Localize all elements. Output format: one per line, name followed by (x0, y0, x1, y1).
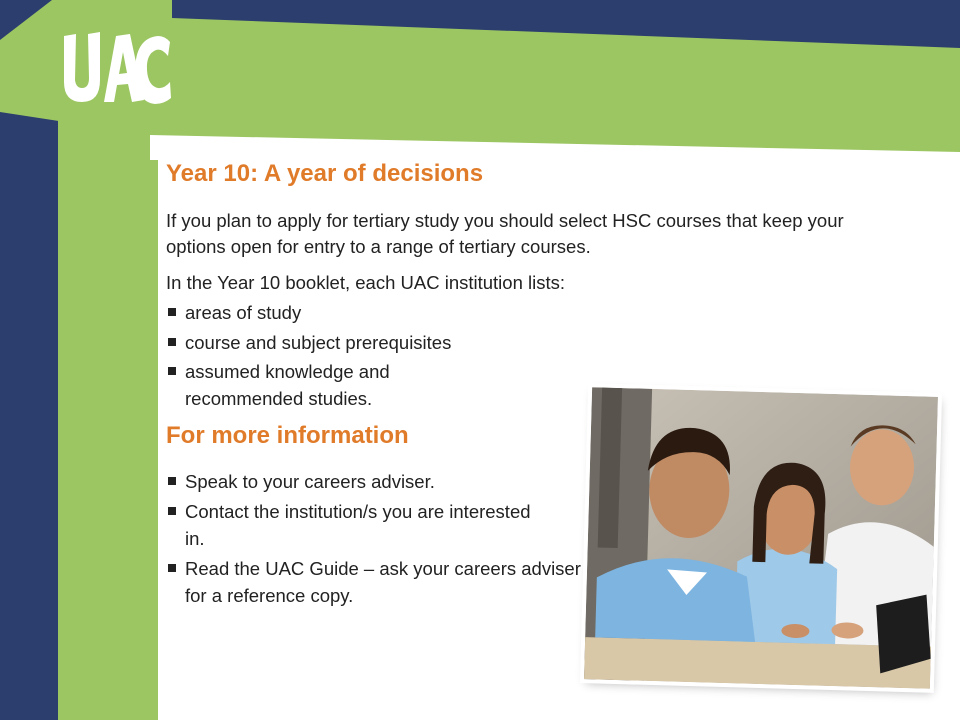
list-item (166, 330, 906, 356)
list-item-text: Read the UAC Guide – ask your careers adviser for a reference copy. (185, 558, 581, 606)
list-item (166, 556, 585, 609)
list-item-text: Speak to your careers adviser. (185, 470, 435, 492)
heading-year10: Year 10: A year of decisions (166, 160, 484, 187)
booklet-paragraph: In the Year 10 booklet, each UAC institution lists: (166, 271, 566, 293)
list-item (166, 499, 535, 552)
list-item (166, 300, 906, 326)
heading-more-info: For more information (166, 421, 409, 449)
list-item-text: Contact the institution/s you are interested in. (185, 501, 531, 549)
intro-paragraph: If you plan to apply for tertiary study you should select HSC courses that keep your options open for entry to a range of tertiary courses. (166, 209, 844, 258)
square-bullet-icon (168, 564, 176, 572)
square-bullet-icon (168, 367, 176, 375)
square-bullet-icon (168, 338, 176, 346)
list-item-text: areas of study (185, 302, 302, 324)
square-bullet-icon (168, 507, 176, 515)
list-item-text: assumed knowledge and recommended studies. (185, 361, 390, 409)
uac-logo (58, 22, 178, 122)
list-item (166, 359, 475, 412)
list-item-text: course and subject prerequisites (185, 331, 452, 353)
square-bullet-icon (168, 308, 176, 316)
frame-green-column-edge (150, 160, 158, 720)
square-bullet-icon (168, 477, 176, 485)
students-photo-art (584, 387, 938, 689)
students-with-tablet-photo (584, 387, 938, 689)
